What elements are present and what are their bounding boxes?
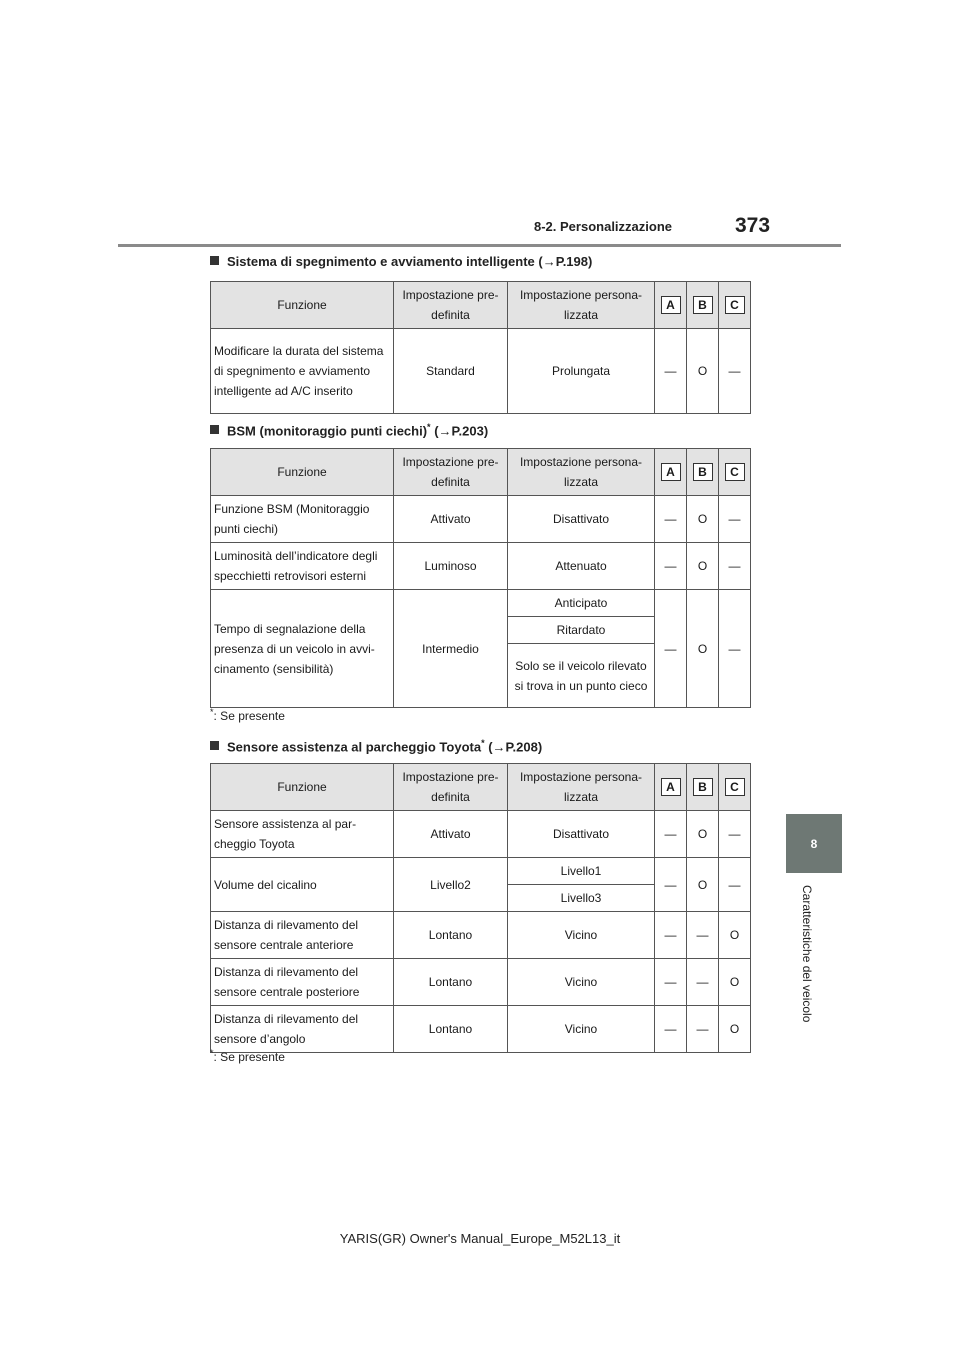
chapter-label-text: Caratteristiche del veicolo bbox=[800, 885, 814, 1023]
cell-b: — bbox=[687, 1006, 719, 1053]
col-header-personalizzata: Impostazione persona-lizzata bbox=[508, 449, 655, 496]
table-row bbox=[211, 329, 751, 414]
section-title-stop-start bbox=[210, 254, 592, 269]
cell-a: — bbox=[655, 329, 687, 414]
cell-a: — bbox=[655, 590, 687, 708]
cell-funzione: Distanza di rilevamento del sensore centrale posteriore bbox=[211, 959, 394, 1006]
square-bullet-icon bbox=[210, 741, 219, 750]
cell-personalizzata: Solo se il veicolo rilevato si trova in un punto cieco bbox=[508, 644, 655, 708]
table-header-row bbox=[211, 449, 751, 496]
cell-c: O bbox=[719, 1006, 751, 1053]
cell-predefinita: Attivato bbox=[394, 811, 508, 858]
square-bullet-icon bbox=[210, 425, 219, 434]
section-title-bsm bbox=[210, 422, 488, 438]
cell-b: — bbox=[687, 959, 719, 1006]
cell-a: — bbox=[655, 912, 687, 959]
cell-b: O bbox=[687, 329, 719, 414]
table-row bbox=[211, 590, 751, 617]
col-header-b bbox=[687, 764, 719, 811]
col-header-personalizzata: Impostazione persona-lizzata bbox=[508, 764, 655, 811]
cell-predefinita: Lontano bbox=[394, 912, 508, 959]
cell-predefinita: Luminoso bbox=[394, 543, 508, 590]
letter-c-box: C bbox=[725, 463, 745, 481]
cell-predefinita: Standard bbox=[394, 329, 508, 414]
col-header-c bbox=[719, 764, 751, 811]
stop-start-table bbox=[210, 281, 751, 414]
cell-funzione: Distanza di rilevamento del sensore centrale anteriore bbox=[211, 912, 394, 959]
cell-a: — bbox=[655, 858, 687, 912]
col-header-c bbox=[719, 449, 751, 496]
table-row bbox=[211, 811, 751, 858]
table-row bbox=[211, 858, 751, 885]
page-reference: (→P.203) bbox=[434, 423, 489, 439]
chapter-label bbox=[800, 885, 820, 1045]
page-reference: (→P.198) bbox=[538, 254, 593, 269]
col-header-b bbox=[687, 282, 719, 329]
footnote bbox=[210, 1048, 285, 1064]
letter-a-box: A bbox=[661, 296, 681, 314]
cell-funzione: Luminosità dell’indicatore degli specchietti retrovisori esterni bbox=[211, 543, 394, 590]
cell-a: — bbox=[655, 543, 687, 590]
footnote-text: : Se presente bbox=[213, 1050, 285, 1064]
cell-personalizzata: Prolungata bbox=[508, 329, 655, 414]
letter-b-box: B bbox=[693, 463, 713, 481]
cell-c: — bbox=[719, 811, 751, 858]
table-row bbox=[211, 543, 751, 590]
cell-funzione: Volume del cicalino bbox=[211, 858, 394, 912]
letter-b-box: B bbox=[693, 778, 713, 796]
cell-funzione: Modificare la durata del sistema di spegnimento e avviamento intelligente ad A/C inserito bbox=[211, 329, 394, 414]
cell-personalizzata: Disattivato bbox=[508, 496, 655, 543]
cell-funzione: Funzione BSM (Monitoraggio punti ciechi) bbox=[211, 496, 394, 543]
cell-b: O bbox=[687, 858, 719, 912]
footnote-marker: * bbox=[210, 1048, 214, 1058]
header-divider bbox=[118, 244, 841, 247]
letter-c-box: C bbox=[725, 296, 745, 314]
cell-predefinita: Lontano bbox=[394, 1006, 508, 1053]
cell-predefinita: Attivato bbox=[394, 496, 508, 543]
cell-personalizzata: Disattivato bbox=[508, 811, 655, 858]
cell-personalizzata: Vicino bbox=[508, 1006, 655, 1053]
cell-personalizzata: Livello3 bbox=[508, 885, 655, 912]
page-reference: (→P.208) bbox=[488, 739, 543, 755]
col-header-a bbox=[655, 764, 687, 811]
cell-personalizzata: Vicino bbox=[508, 912, 655, 959]
letter-c-box: C bbox=[725, 778, 745, 796]
footnote-marker: * bbox=[481, 738, 485, 748]
cell-c: — bbox=[719, 496, 751, 543]
cell-predefinita: Lontano bbox=[394, 959, 508, 1006]
col-header-funzione: Funzione bbox=[211, 449, 394, 496]
cell-c: — bbox=[719, 543, 751, 590]
cell-funzione: Distanza di rilevamento del sensore d’angolo bbox=[211, 1006, 394, 1053]
col-header-a bbox=[655, 449, 687, 496]
square-bullet-icon bbox=[210, 256, 219, 265]
footnote bbox=[210, 707, 285, 723]
table-row bbox=[211, 912, 751, 959]
section-title-text: BSM (monitoraggio punti ciechi) bbox=[227, 423, 428, 439]
cell-c: — bbox=[719, 590, 751, 708]
cell-a: — bbox=[655, 959, 687, 1006]
table-header-row bbox=[211, 764, 751, 811]
section-title-parking-sensor bbox=[210, 738, 542, 754]
page-number: 373 bbox=[735, 214, 771, 237]
cell-b: O bbox=[687, 496, 719, 543]
section-title-text: Sistema di spegnimento e avviamento intelligente bbox=[227, 254, 535, 269]
col-header-predefinita: Impostazione pre-definita bbox=[394, 764, 508, 811]
table-row bbox=[211, 1006, 751, 1053]
manual-footer: YARIS(GR) Owner's Manual_Europe_M52L13_it bbox=[339, 1231, 621, 1246]
cell-c: — bbox=[719, 329, 751, 414]
section-title-text: Sensore assistenza al parcheggio Toyota bbox=[227, 739, 482, 755]
table-row bbox=[211, 496, 751, 543]
letter-a-box: A bbox=[661, 463, 681, 481]
footnote-text: : Se presente bbox=[213, 709, 285, 723]
bsm-table bbox=[210, 448, 751, 708]
cell-predefinita: Intermedio bbox=[394, 590, 508, 708]
cell-personalizzata: Anticipato bbox=[508, 590, 655, 617]
cell-b: O bbox=[687, 811, 719, 858]
cell-predefinita: Livello2 bbox=[394, 858, 508, 912]
col-header-personalizzata: Impostazione persona-lizzata bbox=[508, 282, 655, 329]
cell-b: O bbox=[687, 590, 719, 708]
cell-a: — bbox=[655, 1006, 687, 1053]
table-row bbox=[211, 959, 751, 1006]
cell-c: — bbox=[719, 858, 751, 912]
cell-a: — bbox=[655, 496, 687, 543]
col-header-a bbox=[655, 282, 687, 329]
cell-c: O bbox=[719, 959, 751, 1006]
col-header-funzione: Funzione bbox=[211, 282, 394, 329]
parking-sensor-table bbox=[210, 763, 751, 1053]
col-header-funzione: Funzione bbox=[211, 764, 394, 811]
header-section-title: 8-2. Personalizzazione bbox=[534, 219, 672, 234]
cell-b: O bbox=[687, 543, 719, 590]
col-header-predefinita: Impostazione pre-definita bbox=[394, 449, 508, 496]
table-header-row bbox=[211, 282, 751, 329]
letter-a-box: A bbox=[661, 778, 681, 796]
cell-funzione: Tempo di segnalazione della presenza di un veicolo in avvi-cinamento (sensibilità) bbox=[211, 590, 394, 708]
col-header-b bbox=[687, 449, 719, 496]
cell-c: O bbox=[719, 912, 751, 959]
col-header-c bbox=[719, 282, 751, 329]
col-header-predefinita: Impostazione pre-definita bbox=[394, 282, 508, 329]
cell-a: — bbox=[655, 811, 687, 858]
cell-personalizzata: Vicino bbox=[508, 959, 655, 1006]
cell-funzione: Sensore assistenza al par-cheggio Toyota bbox=[211, 811, 394, 858]
chapter-tab: 8 bbox=[786, 814, 842, 873]
cell-personalizzata: Ritardato bbox=[508, 617, 655, 644]
letter-b-box: B bbox=[693, 296, 713, 314]
footnote-marker: * bbox=[427, 422, 431, 432]
cell-personalizzata: Attenuato bbox=[508, 543, 655, 590]
footnote-marker: * bbox=[210, 707, 214, 717]
cell-b: — bbox=[687, 912, 719, 959]
cell-personalizzata: Livello1 bbox=[508, 858, 655, 885]
